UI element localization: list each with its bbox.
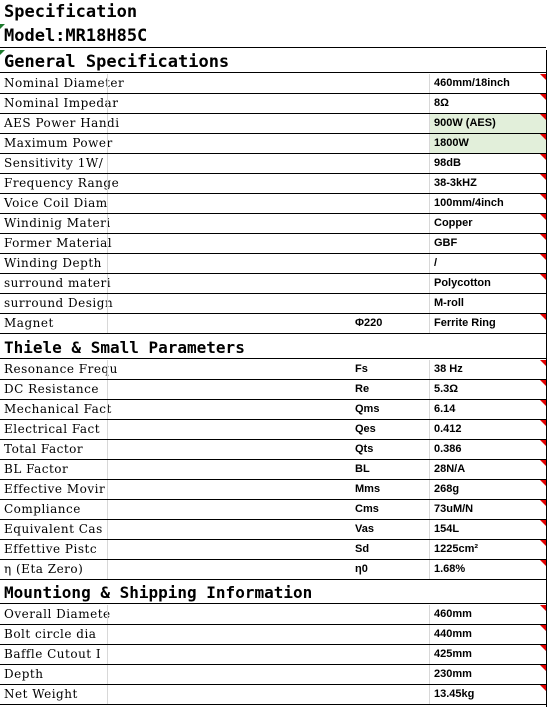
param-value-text: 98dB bbox=[434, 157, 461, 169]
param-value-text: 268g bbox=[434, 483, 460, 495]
param-value-text: 1225cm² bbox=[434, 543, 479, 555]
table-row bbox=[0, 685, 546, 705]
param-value-text: / bbox=[434, 257, 438, 269]
param-value-text: 1800W bbox=[434, 137, 469, 149]
param-symbol-cell[interactable]: η0 bbox=[355, 563, 368, 575]
param-symbol-cell[interactable] bbox=[353, 134, 429, 153]
param-value-text: 0.386 bbox=[434, 443, 462, 455]
table-row bbox=[0, 625, 546, 645]
empty-cell[interactable] bbox=[107, 274, 353, 293]
param-value-cell[interactable] bbox=[429, 234, 546, 253]
empty-cell[interactable] bbox=[107, 174, 353, 193]
param-label-cell[interactable]: surround materi bbox=[4, 276, 112, 290]
param-label-cell[interactable]: Effettive Pistc bbox=[4, 542, 98, 556]
param-value-text: 154L bbox=[434, 523, 460, 535]
param-label-cell[interactable]: Electrical Fact bbox=[4, 422, 101, 436]
param-value-text: Ferrite Ring bbox=[434, 317, 496, 329]
param-label-cell[interactable]: BL Factor bbox=[4, 462, 69, 476]
param-value-cell[interactable] bbox=[429, 480, 546, 499]
param-value-text: 460mm bbox=[434, 608, 472, 620]
param-value-cell[interactable] bbox=[429, 74, 546, 93]
param-symbol-cell[interactable] bbox=[353, 294, 429, 313]
param-symbol-cell[interactable]: Φ220 bbox=[355, 317, 383, 329]
param-value-cell[interactable] bbox=[429, 314, 546, 333]
table-row bbox=[0, 400, 546, 420]
param-value-text: GBF bbox=[434, 237, 458, 249]
param-label-cell[interactable]: Bolt circle dia bbox=[4, 627, 97, 641]
param-label-cell[interactable]: Nominal Impedar bbox=[4, 96, 119, 110]
param-value-cell[interactable] bbox=[429, 254, 546, 273]
param-value-cell[interactable] bbox=[429, 440, 546, 459]
param-value-text: 5.3Ω bbox=[434, 383, 459, 395]
param-value-cell[interactable] bbox=[429, 194, 546, 213]
empty-cell[interactable] bbox=[107, 460, 353, 479]
param-symbol-cell[interactable] bbox=[353, 665, 429, 684]
param-value-text: 900W (AES) bbox=[434, 117, 496, 129]
param-label-cell[interactable]: Depth bbox=[4, 667, 44, 681]
param-label-cell[interactable]: Total Factor bbox=[4, 442, 84, 456]
param-value-cell[interactable] bbox=[429, 360, 546, 379]
empty-cell[interactable] bbox=[107, 560, 353, 579]
thiele-heading[interactable]: Thiele & Small Parameters bbox=[0, 334, 546, 359]
param-value-cell[interactable] bbox=[429, 500, 546, 519]
cell-marker bbox=[0, 24, 5, 29]
param-value-text: 440mm bbox=[434, 628, 472, 640]
param-label-cell[interactable]: Maximum Power bbox=[4, 136, 113, 150]
table-row bbox=[0, 294, 546, 314]
sheet-title[interactable]: Specification bbox=[4, 2, 138, 22]
empty-cell[interactable] bbox=[107, 605, 353, 624]
param-value-cell[interactable] bbox=[429, 460, 546, 479]
param-symbol-cell[interactable]: Mms bbox=[355, 483, 381, 495]
param-label-cell[interactable]: Voice Coil Diam bbox=[4, 196, 108, 210]
param-label-cell[interactable]: Compliance bbox=[4, 502, 81, 516]
param-value-cell[interactable] bbox=[429, 94, 546, 113]
param-label-cell[interactable]: Nominal Diameter bbox=[4, 76, 125, 90]
param-label-cell[interactable]: Effective Movir bbox=[4, 482, 106, 496]
table-row bbox=[0, 254, 546, 274]
empty-cell[interactable] bbox=[107, 214, 353, 233]
param-value-cell[interactable] bbox=[429, 625, 546, 644]
model-row[interactable] bbox=[0, 24, 546, 46]
table-row bbox=[0, 154, 546, 174]
param-symbol-cell[interactable] bbox=[353, 154, 429, 173]
param-value-text: 38 Hz bbox=[434, 363, 463, 375]
empty-cell[interactable] bbox=[107, 194, 353, 213]
table-row bbox=[0, 605, 546, 625]
param-label-cell[interactable]: η (Eta Zero) bbox=[4, 562, 84, 576]
table-row bbox=[0, 420, 546, 440]
empty-cell[interactable] bbox=[107, 520, 353, 539]
param-symbol-cell[interactable] bbox=[353, 114, 429, 133]
table-row bbox=[0, 234, 546, 254]
model-underline bbox=[0, 47, 546, 48]
table-row bbox=[0, 274, 546, 294]
param-value-cell[interactable] bbox=[429, 174, 546, 193]
param-value-cell[interactable] bbox=[429, 214, 546, 233]
param-symbol-cell[interactable] bbox=[353, 94, 429, 113]
table-row bbox=[0, 665, 546, 685]
param-symbol-cell[interactable] bbox=[353, 74, 429, 93]
empty-cell[interactable] bbox=[107, 480, 353, 499]
param-value-cell[interactable] bbox=[429, 685, 546, 704]
param-label-cell[interactable]: Mechanical Fact bbox=[4, 402, 112, 416]
empty-cell[interactable] bbox=[107, 665, 353, 684]
table-row bbox=[0, 360, 546, 380]
param-symbol-cell[interactable] bbox=[353, 685, 429, 704]
table-row bbox=[0, 500, 546, 520]
param-symbol-cell[interactable] bbox=[353, 234, 429, 253]
table-row bbox=[0, 94, 546, 114]
param-value-text: 28N/A bbox=[434, 463, 466, 475]
param-value-text: 1.68% bbox=[434, 563, 466, 575]
param-value-text: 425mm bbox=[434, 648, 472, 660]
param-label-cell[interactable]: Resonance Frequ bbox=[4, 362, 118, 376]
param-symbol-cell[interactable] bbox=[353, 605, 429, 624]
param-value-cell[interactable] bbox=[429, 380, 546, 399]
table-row bbox=[0, 174, 546, 194]
param-value-text: 8Ω bbox=[434, 97, 449, 109]
param-value-cell[interactable] bbox=[429, 400, 546, 419]
param-label-cell[interactable]: Overall Diamete bbox=[4, 607, 111, 621]
empty-cell[interactable] bbox=[107, 360, 353, 379]
param-value-text: 0.412 bbox=[434, 423, 462, 435]
param-label-cell[interactable]: Windinig Materi bbox=[4, 216, 111, 230]
param-value-cell[interactable] bbox=[429, 154, 546, 173]
param-symbol-cell[interactable]: Re bbox=[355, 383, 370, 395]
table-row bbox=[0, 440, 546, 460]
empty-cell[interactable] bbox=[107, 645, 353, 664]
param-value-cell[interactable] bbox=[429, 420, 546, 439]
param-value-cell[interactable] bbox=[429, 274, 546, 293]
empty-cell[interactable] bbox=[107, 94, 353, 113]
param-value-text: Polycotton bbox=[434, 277, 491, 289]
empty-cell[interactable] bbox=[107, 234, 353, 253]
empty-cell[interactable] bbox=[107, 685, 353, 704]
param-label-cell[interactable]: Net Weight bbox=[4, 687, 78, 701]
param-value-text: 100mm/4inch bbox=[434, 197, 504, 209]
table-row bbox=[0, 314, 546, 334]
model-label: Model:MR18H85C bbox=[4, 26, 148, 46]
empty-cell[interactable] bbox=[107, 314, 353, 333]
table-row bbox=[0, 194, 546, 214]
table-row bbox=[0, 480, 546, 500]
table-row bbox=[0, 460, 546, 480]
param-value-cell[interactable] bbox=[429, 560, 546, 579]
param-value-text: 230mm bbox=[434, 668, 472, 680]
param-symbol-cell[interactable] bbox=[353, 194, 429, 213]
empty-cell[interactable] bbox=[107, 440, 353, 459]
empty-cell[interactable] bbox=[107, 420, 353, 439]
empty-cell[interactable] bbox=[107, 540, 353, 559]
param-symbol-cell[interactable]: Fs bbox=[355, 363, 368, 375]
empty-cell[interactable] bbox=[107, 114, 353, 133]
param-label-cell[interactable]: Magnet bbox=[4, 316, 54, 330]
param-value-text: 460mm/18inch bbox=[434, 77, 510, 89]
param-label-cell[interactable]: Sensitivity 1W/ bbox=[4, 156, 104, 170]
param-symbol-cell[interactable] bbox=[353, 645, 429, 664]
param-symbol-cell[interactable] bbox=[353, 274, 429, 293]
param-symbol-cell[interactable]: Vas bbox=[355, 523, 374, 535]
param-label-cell[interactable]: Winding Depth bbox=[4, 256, 102, 270]
table-row bbox=[0, 380, 546, 400]
param-symbol-cell[interactable]: BL bbox=[355, 463, 370, 475]
param-value-text: 13.45kg bbox=[434, 688, 475, 700]
empty-cell[interactable] bbox=[107, 400, 353, 419]
table-row bbox=[0, 645, 546, 665]
empty-cell[interactable] bbox=[107, 154, 353, 173]
empty-cell[interactable] bbox=[107, 74, 353, 93]
general-heading[interactable] bbox=[0, 50, 546, 73]
param-value-text: 73uM/N bbox=[434, 503, 474, 515]
param-value-text: 6.14 bbox=[434, 403, 456, 415]
param-label-cell[interactable]: surround Design bbox=[4, 296, 114, 310]
table-row bbox=[0, 114, 546, 134]
param-symbol-cell[interactable] bbox=[353, 254, 429, 273]
param-label-cell[interactable]: Equivalent Cas bbox=[4, 522, 103, 536]
param-value-cell[interactable] bbox=[429, 520, 546, 539]
param-symbol-cell[interactable] bbox=[353, 214, 429, 233]
param-symbol-cell[interactable]: Qms bbox=[355, 403, 380, 415]
param-value-cell[interactable] bbox=[429, 645, 546, 664]
param-value-cell[interactable] bbox=[429, 540, 546, 559]
general-heading-text: General Specifications bbox=[4, 52, 230, 72]
param-symbol-cell[interactable]: Sd bbox=[355, 543, 370, 555]
param-value-text: 38-3kHZ bbox=[434, 177, 477, 189]
table-row bbox=[0, 520, 546, 540]
empty-cell[interactable] bbox=[107, 134, 353, 153]
empty-cell[interactable] bbox=[107, 254, 353, 273]
param-value-cell[interactable] bbox=[429, 605, 546, 624]
table-row bbox=[0, 560, 546, 580]
right-border bbox=[546, 50, 547, 707]
empty-cell[interactable] bbox=[107, 294, 353, 313]
table-row bbox=[0, 540, 546, 560]
param-symbol-cell[interactable]: Qts bbox=[355, 443, 374, 455]
param-value-cell[interactable] bbox=[429, 114, 546, 133]
param-label-cell[interactable]: AES Power Handi bbox=[4, 116, 120, 130]
empty-cell[interactable] bbox=[107, 380, 353, 399]
table-row bbox=[0, 134, 546, 154]
param-label-cell[interactable]: Former Material bbox=[4, 236, 113, 250]
param-value-text: M-roll bbox=[434, 297, 464, 309]
mounting-heading[interactable]: Mountiong & Shipping Information bbox=[0, 579, 546, 604]
param-label-cell[interactable]: Baffle Cutout I bbox=[4, 647, 102, 661]
param-label-cell[interactable]: DC Resistance bbox=[4, 382, 99, 396]
param-symbol-cell[interactable]: Cms bbox=[355, 503, 379, 515]
param-label-cell[interactable]: Frequency Range bbox=[4, 176, 120, 190]
param-value-text: Copper bbox=[434, 217, 473, 229]
table-row bbox=[0, 214, 546, 234]
param-symbol-cell[interactable] bbox=[353, 625, 429, 644]
param-value-cell[interactable] bbox=[429, 665, 546, 684]
empty-cell[interactable] bbox=[107, 625, 353, 644]
param-symbol-cell[interactable]: Qes bbox=[355, 423, 376, 435]
empty-cell[interactable] bbox=[107, 500, 353, 519]
table-row bbox=[0, 74, 546, 94]
param-symbol-cell[interactable] bbox=[353, 174, 429, 193]
cell-marker bbox=[0, 50, 5, 55]
param-value-cell[interactable] bbox=[429, 134, 546, 153]
param-value-cell[interactable] bbox=[429, 294, 546, 313]
